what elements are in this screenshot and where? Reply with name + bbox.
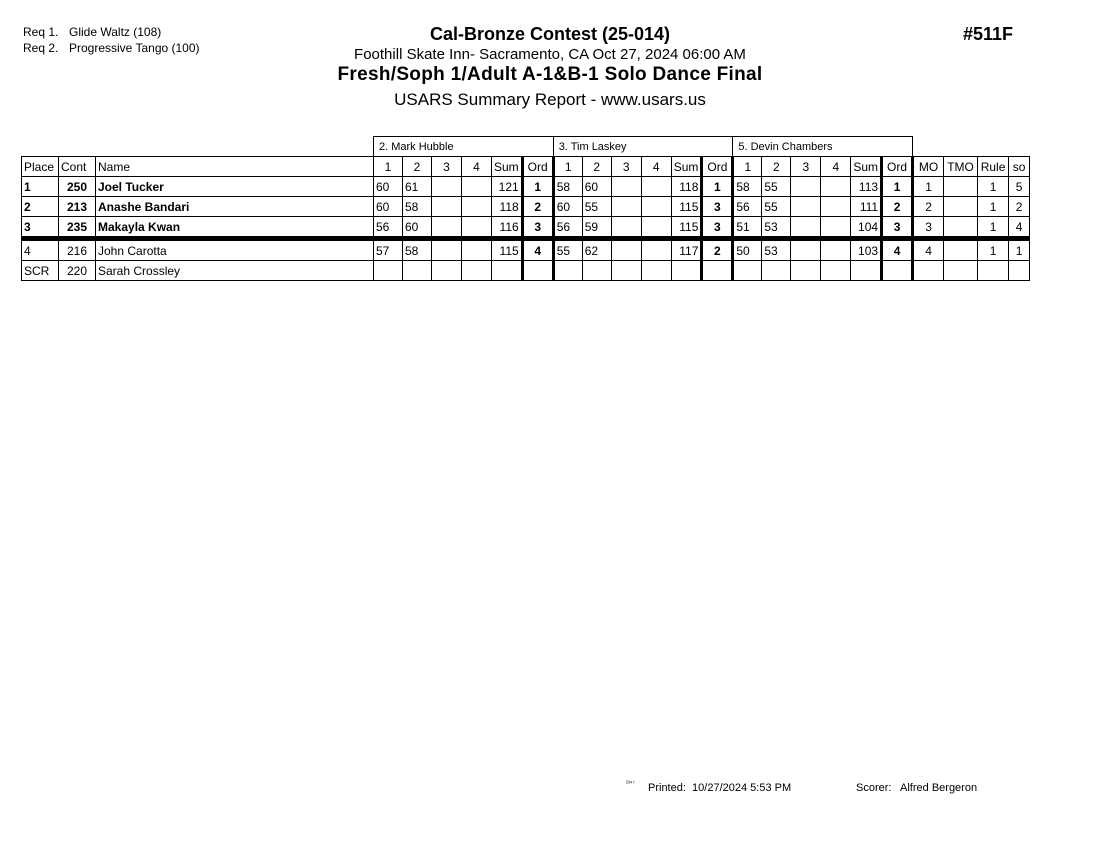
col-score: 4 [641,157,671,177]
ord-cell: 2 [522,197,553,217]
sum-cell: 111 [851,197,882,217]
rule-cell: 1 [978,217,1009,239]
ord-cell [882,261,913,281]
col-score: 4 [462,157,492,177]
sum-cell: 115 [671,217,702,239]
col-score: 3 [432,157,462,177]
score-cell [821,177,851,197]
score-cell [403,261,432,281]
tmo-cell [944,217,978,239]
score-cell: 61 [403,177,432,197]
score-cell [791,261,821,281]
score-cell [462,261,492,281]
sum-cell [851,261,882,281]
scorer-info [856,782,977,794]
print-code: ²³⁴⁷ [626,781,635,787]
col-cont: Cont [59,157,96,177]
cont-cell: 250 [59,177,96,197]
score-cell: 58 [403,197,432,217]
name-cell: Anashe Bandari [96,197,374,217]
printed-label: Printed: [648,782,686,794]
cont-cell: 235 [59,217,96,239]
col-so: so [1009,157,1030,177]
mo-cell: 1 [913,177,944,197]
score-cell: 53 [762,239,791,261]
requirement-text: Progressive Tango (100) [69,41,200,55]
rule-cell [978,261,1009,281]
name-cell: Sarah Crossley [96,261,374,281]
so-cell: 1 [1009,239,1030,261]
col-score: 3 [791,157,821,177]
ord-cell [522,261,553,281]
col-name: Name [96,157,374,177]
sum-cell [671,261,702,281]
score-cell [462,217,492,239]
table-row [22,261,1030,281]
score-cell [374,261,403,281]
name-cell: Makayla Kwan [96,217,374,239]
sum-cell: 117 [671,239,702,261]
score-cell [432,239,462,261]
col-mo: MO [913,157,944,177]
col-ord: Ord [702,157,733,177]
report-title: USARS Summary Report - www.usars.us [394,90,706,109]
mo-cell: 2 [913,197,944,217]
name-cell: Joel Tucker [96,177,374,197]
sum-cell: 115 [492,239,523,261]
col-score: 4 [821,157,851,177]
rule-cell: 1 [978,197,1009,217]
table-row [22,197,1030,217]
judges-spacer [22,137,374,157]
so-cell: 4 [1009,217,1030,239]
score-cell: 55 [582,197,611,217]
ord-cell: 3 [702,197,733,217]
col-sum: Sum [851,157,882,177]
ord-cell: 2 [882,197,913,217]
table-row [22,217,1030,239]
event-name: Fresh/Soph 1/Adult A-1&B-1 Solo Dance Final [337,64,763,85]
score-cell [432,261,462,281]
place-cell: 3 [22,217,59,239]
score-cell: 55 [553,239,582,261]
score-cell [641,239,671,261]
score-cell: 50 [733,239,762,261]
score-cell: 58 [733,177,762,197]
ord-cell: 1 [702,177,733,197]
col-sum: Sum [492,157,523,177]
score-cell: 57 [374,239,403,261]
mo-cell [913,261,944,281]
score-cell [791,197,821,217]
score-cell [762,261,791,281]
tmo-cell [944,177,978,197]
score-cell: 60 [553,197,582,217]
col-score: 2 [403,157,432,177]
printed-value: 10/27/2024 5:53 PM [692,782,792,794]
score-cell [821,239,851,261]
col-score: 1 [733,157,762,177]
score-cell [432,197,462,217]
tmo-cell [944,197,978,217]
score-cell [791,177,821,197]
score-cell: 58 [553,177,582,197]
col-sum: Sum [671,157,702,177]
score-cell [733,261,762,281]
sum-cell: 121 [492,177,523,197]
so-cell [1009,261,1030,281]
printed-info [648,782,791,794]
score-cell: 60 [582,177,611,197]
score-cell [641,217,671,239]
scorer-label: Scorer: [856,782,892,794]
score-cell [611,239,641,261]
score-cell: 60 [403,217,432,239]
table-row [22,177,1030,197]
score-cell: 53 [762,217,791,239]
requirement-label: Req 1. [23,25,59,39]
col-score: 2 [582,157,611,177]
col-place: Place [22,157,59,177]
score-cell: 56 [553,217,582,239]
ord-cell: 3 [702,217,733,239]
score-cell: 55 [762,177,791,197]
judge-name: 5. Devin Chambers [733,137,913,157]
ord-cell: 4 [882,239,913,261]
col-tmo: TMO [944,157,978,177]
sum-cell: 113 [851,177,882,197]
ord-cell: 2 [702,239,733,261]
col-score: 3 [611,157,641,177]
place-cell: SCR [22,261,59,281]
score-cell: 56 [733,197,762,217]
mo-cell: 3 [913,217,944,239]
col-score: 1 [374,157,403,177]
col-ord: Ord [522,157,553,177]
sum-cell: 118 [492,197,523,217]
col-ord: Ord [882,157,913,177]
col-score: 1 [553,157,582,177]
contest-title: Cal-Bronze Contest (25-014) [429,24,671,44]
ord-cell [702,261,733,281]
cont-cell: 220 [59,261,96,281]
rule-cell: 1 [978,177,1009,197]
score-cell [821,197,851,217]
contest-location-date: Foothill Skate Inn- Sacramento, CA Oct 27, 2024 06:00 AM [354,46,746,63]
col-score: 2 [762,157,791,177]
score-cell: 62 [582,239,611,261]
ord-cell: 3 [522,217,553,239]
col-rule: Rule [978,157,1009,177]
event-number: #511F [963,24,1014,44]
score-cell [582,261,611,281]
requirement-label: Req 2. [23,41,59,55]
score-cell [821,261,851,281]
sum-cell: 118 [671,177,702,197]
judge-name: 2. Mark Hubble [374,137,554,157]
requirement-text: Glide Waltz (108) [69,25,162,39]
results-table [21,136,1030,281]
place-cell: 2 [22,197,59,217]
ord-cell: 1 [882,177,913,197]
name-cell: John Carotta [96,239,374,261]
score-cell [641,177,671,197]
score-cell [821,217,851,239]
score-cell: 56 [374,217,403,239]
score-cell [791,217,821,239]
place-cell: 1 [22,177,59,197]
score-cell [611,197,641,217]
cont-cell: 213 [59,197,96,217]
rule-cell: 1 [978,239,1009,261]
score-cell [462,177,492,197]
score-cell [791,239,821,261]
score-cell: 58 [403,239,432,261]
ord-cell: 1 [522,177,553,197]
sum-cell: 103 [851,239,882,261]
score-cell [611,261,641,281]
cont-cell: 216 [59,239,96,261]
sum-cell: 104 [851,217,882,239]
ord-cell: 4 [522,239,553,261]
score-cell: 60 [374,177,403,197]
sum-cell [492,261,523,281]
score-cell: 55 [762,197,791,217]
score-cell: 60 [374,197,403,217]
scorer-value: Alfred Bergeron [900,782,978,794]
score-cell [462,239,492,261]
score-cell [641,197,671,217]
score-cell [641,261,671,281]
score-cell [462,197,492,217]
score-cell: 51 [733,217,762,239]
score-cell [611,217,641,239]
sum-cell: 116 [492,217,523,239]
sum-cell: 115 [671,197,702,217]
score-cell [611,177,641,197]
score-cell [432,177,462,197]
table-row [22,239,1030,261]
so-cell: 2 [1009,197,1030,217]
score-cell [432,217,462,239]
score-cell [553,261,582,281]
place-cell: 4 [22,239,59,261]
judge-name: 3. Tim Laskey [553,137,733,157]
tmo-cell [944,261,978,281]
tmo-cell [944,239,978,261]
score-cell: 59 [582,217,611,239]
so-cell: 5 [1009,177,1030,197]
ord-cell: 3 [882,217,913,239]
summary-spacer [913,137,1030,157]
mo-cell: 4 [913,239,944,261]
